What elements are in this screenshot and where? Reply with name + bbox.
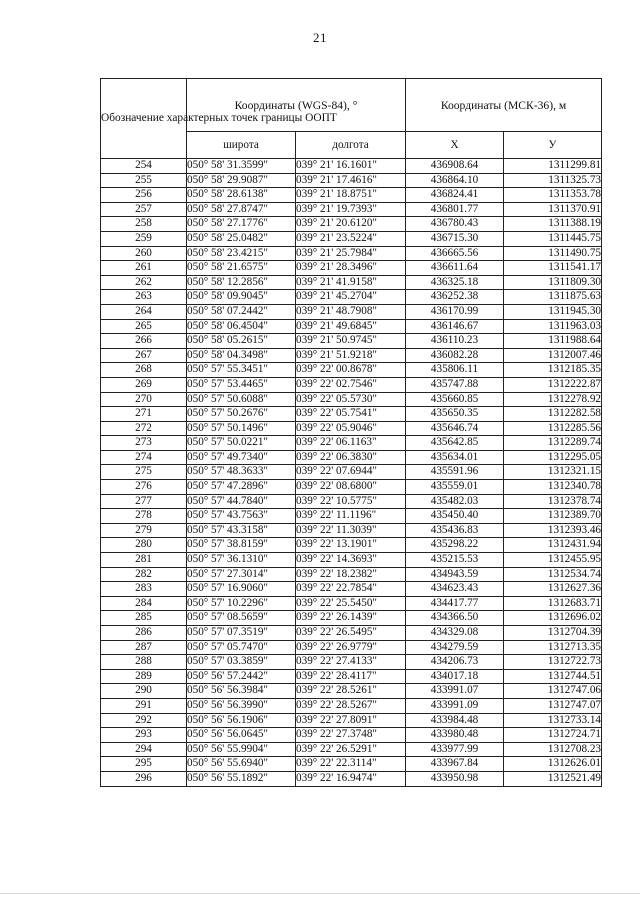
cell-x: 434943.59: [406, 567, 504, 582]
cell-latitude: 050° 57' 50.0221": [187, 436, 296, 451]
table-row: [101, 669, 602, 684]
cell-x: 433991.09: [406, 698, 504, 713]
cell-longitude: 039° 22' 08.6800": [296, 480, 406, 495]
cell-x: 434017.18: [406, 669, 504, 684]
cell-longitude: 039° 21' 16.1601": [296, 159, 406, 174]
cell-latitude: 050° 57' 43.3158": [187, 523, 296, 538]
cell-longitude: 039° 22' 00.8678": [296, 363, 406, 378]
cell-point-id: 288: [101, 655, 187, 670]
cell-y: 1312626.01: [504, 757, 602, 772]
cell-x: 435646.74: [406, 421, 504, 436]
cell-y: 1312289.74: [504, 436, 602, 451]
cell-point-id: 295: [101, 757, 187, 772]
cell-longitude: 039° 22' 16.9474": [296, 771, 406, 786]
cell-latitude: 050° 57' 08.5659": [187, 611, 296, 626]
table-row: [101, 304, 602, 319]
cell-point-id: 284: [101, 596, 187, 611]
table-row: [101, 290, 602, 305]
cell-longitude: 039° 22' 07.6944": [296, 465, 406, 480]
cell-x: 436801.77: [406, 202, 504, 217]
header-row-top: [101, 79, 602, 132]
cell-x: 433950.98: [406, 771, 504, 786]
cell-point-id: 285: [101, 611, 187, 626]
cell-y: 1311988.64: [504, 334, 602, 349]
cell-point-id: 264: [101, 304, 187, 319]
cell-y: 1312222.87: [504, 377, 602, 392]
cell-latitude: 050° 56' 56.0645": [187, 728, 296, 743]
cell-point-id: 286: [101, 626, 187, 641]
page-bottom-divider: [0, 893, 640, 894]
table-body: [101, 159, 602, 787]
cell-longitude: 039° 22' 10.5775": [296, 494, 406, 509]
table-row: [101, 742, 602, 757]
cell-y: 1312295.05: [504, 450, 602, 465]
cell-longitude: 039° 22' 26.9779": [296, 640, 406, 655]
cell-x: 436110.23: [406, 334, 504, 349]
table-row: [101, 246, 602, 261]
cell-y: 1312393.46: [504, 523, 602, 538]
cell-x: 433991.07: [406, 684, 504, 699]
table-row: [101, 757, 602, 772]
cell-point-id: 274: [101, 450, 187, 465]
cell-y: 1311299.81: [504, 159, 602, 174]
cell-point-id: 291: [101, 698, 187, 713]
cell-longitude: 039° 22' 28.4117": [296, 669, 406, 684]
table-row: [101, 231, 602, 246]
cell-longitude: 039° 22' 22.3114": [296, 757, 406, 772]
cell-y: 1312534.74: [504, 567, 602, 582]
cell-longitude: 039° 22' 02.7546": [296, 377, 406, 392]
cell-longitude: 039° 21' 48.7908": [296, 304, 406, 319]
cell-point-id: 280: [101, 538, 187, 553]
cell-point-id: 271: [101, 407, 187, 422]
cell-longitude: 039° 21' 41.9158": [296, 275, 406, 290]
cell-point-id: 265: [101, 319, 187, 334]
table-row: [101, 392, 602, 407]
cell-x: 436325.18: [406, 275, 504, 290]
table-row: [101, 217, 602, 232]
cell-latitude: 050° 58' 29.9087": [187, 173, 296, 188]
cell-latitude: 050° 56' 57.2442": [187, 669, 296, 684]
cell-point-id: 294: [101, 742, 187, 757]
cell-latitude: 050° 56' 56.3990": [187, 698, 296, 713]
cell-y: 1312185.35: [504, 363, 602, 378]
cell-longitude: 039° 22' 18.2382": [296, 567, 406, 582]
cell-y: 1311809.30: [504, 275, 602, 290]
cell-longitude: 039° 22' 28.5261": [296, 684, 406, 699]
cell-longitude: 039° 22' 26.1439": [296, 611, 406, 626]
cell-x: 436252.38: [406, 290, 504, 305]
cell-y: 1312747.07: [504, 698, 602, 713]
cell-latitude: 050° 57' 43.7563": [187, 509, 296, 524]
cell-longitude: 039° 22' 27.4133": [296, 655, 406, 670]
cell-y: 1311541.17: [504, 261, 602, 276]
cell-longitude: 039° 22' 05.5730": [296, 392, 406, 407]
cell-point-id: 281: [101, 553, 187, 568]
cell-y: 1312627.36: [504, 582, 602, 597]
table-row: [101, 436, 602, 451]
cell-latitude: 050° 58' 23.4215": [187, 246, 296, 261]
cell-longitude: 039° 21' 17.4616": [296, 173, 406, 188]
header-wgs84: Координаты (WGS-84), °: [187, 79, 406, 132]
cell-y: 1312378.74: [504, 494, 602, 509]
cell-latitude: 050° 57' 48.3633": [187, 465, 296, 480]
cell-x: 435591.96: [406, 465, 504, 480]
cell-latitude: 050° 57' 50.6088": [187, 392, 296, 407]
table-row: [101, 596, 602, 611]
cell-latitude: 050° 58' 07.2442": [187, 304, 296, 319]
cell-x: 435450.40: [406, 509, 504, 524]
cell-latitude: 050° 56' 55.9904": [187, 742, 296, 757]
cell-latitude: 050° 58' 05.2615": [187, 334, 296, 349]
cell-point-id: 278: [101, 509, 187, 524]
cell-x: 436082.28: [406, 348, 504, 363]
cell-longitude: 039° 22' 06.1163": [296, 436, 406, 451]
table-row: [101, 771, 602, 786]
cell-latitude: 050° 57' 36.1310": [187, 553, 296, 568]
cell-longitude: 039° 22' 06.3830": [296, 450, 406, 465]
cell-longitude: 039° 22' 14.3693": [296, 553, 406, 568]
page-number: 21: [313, 30, 327, 45]
cell-x: 434206.73: [406, 655, 504, 670]
cell-x: 435559.01: [406, 480, 504, 495]
header-y: У: [504, 132, 602, 159]
cell-latitude: 050° 57' 47.2896": [187, 480, 296, 495]
cell-latitude: 050° 57' 50.1496": [187, 421, 296, 436]
cell-latitude: 050° 56' 55.1892": [187, 771, 296, 786]
cell-longitude: 039° 21' 50.9745": [296, 334, 406, 349]
table-row: [101, 494, 602, 509]
cell-point-id: 256: [101, 188, 187, 203]
table-row: [101, 713, 602, 728]
header-x: X: [406, 132, 504, 159]
cell-point-id: 277: [101, 494, 187, 509]
cell-latitude: 050° 57' 50.2676": [187, 407, 296, 422]
table-row: [101, 363, 602, 378]
table-row: [101, 377, 602, 392]
table-row: [101, 202, 602, 217]
cell-latitude: 050° 58' 25.0482": [187, 231, 296, 246]
cell-x: 436146.67: [406, 319, 504, 334]
cell-y: 1312282.58: [504, 407, 602, 422]
cell-point-id: 261: [101, 261, 187, 276]
cell-y: 1311945.30: [504, 304, 602, 319]
cell-point-id: 272: [101, 421, 187, 436]
cell-point-id: 287: [101, 640, 187, 655]
cell-latitude: 050° 57' 07.3519": [187, 626, 296, 641]
cell-y: 1311490.75: [504, 246, 602, 261]
table-row: [101, 450, 602, 465]
cell-latitude: 050° 57' 03.3859": [187, 655, 296, 670]
table-row: [101, 509, 602, 524]
cell-x: 435215.53: [406, 553, 504, 568]
cell-point-id: 255: [101, 173, 187, 188]
cell-y: 1312340.78: [504, 480, 602, 495]
cell-y: 1312724.71: [504, 728, 602, 743]
cell-x: 433967.84: [406, 757, 504, 772]
cell-longitude: 039° 22' 25.5450": [296, 596, 406, 611]
cell-x: 434329.08: [406, 626, 504, 641]
cell-y: 1312278.92: [504, 392, 602, 407]
cell-longitude: 039° 22' 28.5267": [296, 698, 406, 713]
cell-point-id: 293: [101, 728, 187, 743]
cell-y: 1312747.06: [504, 684, 602, 699]
table-row: [101, 334, 602, 349]
cell-y: 1312683.71: [504, 596, 602, 611]
cell-latitude: 050° 57' 27.3014": [187, 567, 296, 582]
cell-latitude: 050° 58' 21.6575": [187, 261, 296, 276]
cell-y: 1311370.91: [504, 202, 602, 217]
table-row: [101, 188, 602, 203]
cell-point-id: 292: [101, 713, 187, 728]
cell-longitude: 039° 22' 27.3748": [296, 728, 406, 743]
cell-y: 1312713.35: [504, 640, 602, 655]
cell-x: 435642.85: [406, 436, 504, 451]
cell-x: 436864.10: [406, 173, 504, 188]
cell-point-id: 289: [101, 669, 187, 684]
cell-x: 436780.43: [406, 217, 504, 232]
cell-x: 434417.77: [406, 596, 504, 611]
cell-x: 434279.59: [406, 640, 504, 655]
cell-longitude: 039° 22' 13.1901": [296, 538, 406, 553]
table-row: [101, 553, 602, 568]
cell-x: 435660.85: [406, 392, 504, 407]
cell-longitude: 039° 22' 05.7541": [296, 407, 406, 422]
cell-longitude: 039° 21' 51.9218": [296, 348, 406, 363]
table-row: [101, 407, 602, 422]
cell-latitude: 050° 58' 04.3498": [187, 348, 296, 363]
cell-x: 434366.50: [406, 611, 504, 626]
cell-latitude: 050° 58' 06.4504": [187, 319, 296, 334]
cell-longitude: 039° 22' 27.8091": [296, 713, 406, 728]
cell-x: 435747.88: [406, 377, 504, 392]
cell-latitude: 050° 58' 27.1776": [187, 217, 296, 232]
table-row: [101, 611, 602, 626]
cell-point-id: 254: [101, 159, 187, 174]
cell-longitude: 039° 22' 26.5291": [296, 742, 406, 757]
cell-y: 1312521.49: [504, 771, 602, 786]
header-msk36: Координаты (МСК-36), м: [406, 79, 602, 132]
cell-y: 1312285.56: [504, 421, 602, 436]
cell-point-id: 262: [101, 275, 187, 290]
cell-x: 436665.56: [406, 246, 504, 261]
cell-x: 433984.48: [406, 713, 504, 728]
cell-point-id: 258: [101, 217, 187, 232]
cell-point-id: 275: [101, 465, 187, 480]
cell-x: 435634.01: [406, 450, 504, 465]
cell-latitude: 050° 57' 55.3451": [187, 363, 296, 378]
cell-latitude: 050° 56' 56.3984": [187, 684, 296, 699]
cell-point-id: 270: [101, 392, 187, 407]
cell-longitude: 039° 22' 05.9046": [296, 421, 406, 436]
cell-y: 1311875.63: [504, 290, 602, 305]
cell-point-id: 266: [101, 334, 187, 349]
cell-y: 1312744.51: [504, 669, 602, 684]
cell-latitude: 050° 57' 49.7340": [187, 450, 296, 465]
cell-longitude: 039° 22' 22.7854": [296, 582, 406, 597]
cell-x: 435298.22: [406, 538, 504, 553]
cell-longitude: 039° 21' 19.7393": [296, 202, 406, 217]
table-row: [101, 567, 602, 582]
table-row: [101, 261, 602, 276]
cell-x: 436715.30: [406, 231, 504, 246]
cell-point-id: 260: [101, 246, 187, 261]
cell-latitude: 050° 57' 10.2296": [187, 596, 296, 611]
table-row: [101, 348, 602, 363]
table-header: [101, 79, 602, 159]
cell-latitude: 050° 58' 09.9045": [187, 290, 296, 305]
cell-latitude: 050° 56' 55.6940": [187, 757, 296, 772]
cell-point-id: 296: [101, 771, 187, 786]
table-row: [101, 173, 602, 188]
cell-x: 434623.43: [406, 582, 504, 597]
cell-point-id: 267: [101, 348, 187, 363]
header-longitude: долгота: [296, 132, 406, 159]
cell-longitude: 039° 22' 26.5495": [296, 626, 406, 641]
cell-longitude: 039° 21' 23.5224": [296, 231, 406, 246]
header-latitude: широта: [187, 132, 296, 159]
cell-latitude: 050° 58' 12.2856": [187, 275, 296, 290]
cell-x: 433977.99: [406, 742, 504, 757]
cell-point-id: 263: [101, 290, 187, 305]
cell-point-id: 276: [101, 480, 187, 495]
cell-longitude: 039° 21' 49.6845": [296, 319, 406, 334]
cell-longitude: 039° 21' 28.3496": [296, 261, 406, 276]
cell-y: 1312722.73: [504, 655, 602, 670]
coordinates-table: [100, 78, 602, 787]
cell-y: 1311445.75: [504, 231, 602, 246]
table-row: [101, 698, 602, 713]
table-row: [101, 684, 602, 699]
table-row: [101, 582, 602, 597]
cell-point-id: 283: [101, 582, 187, 597]
cell-y: 1312321.15: [504, 465, 602, 480]
cell-y: 1311325.73: [504, 173, 602, 188]
table-row: [101, 421, 602, 436]
cell-x: 435806.11: [406, 363, 504, 378]
cell-latitude: 050° 58' 28.6138": [187, 188, 296, 203]
header-point-id: Обозначение характерных точек границы ООПТ: [101, 79, 187, 159]
table-row: [101, 640, 602, 655]
cell-x: 436824.41: [406, 188, 504, 203]
cell-latitude: 050° 58' 27.8747": [187, 202, 296, 217]
cell-y: 1311353.78: [504, 188, 602, 203]
cell-longitude: 039° 22' 11.1196": [296, 509, 406, 524]
cell-y: 1312704.39: [504, 626, 602, 641]
cell-point-id: 273: [101, 436, 187, 451]
cell-point-id: 259: [101, 231, 187, 246]
cell-latitude: 050° 57' 53.4465": [187, 377, 296, 392]
cell-x: 435650.35: [406, 407, 504, 422]
table-row: [101, 319, 602, 334]
cell-latitude: 050° 57' 16.9060": [187, 582, 296, 597]
cell-y: 1312696.02: [504, 611, 602, 626]
table-row: [101, 538, 602, 553]
cell-longitude: 039° 21' 45.2704": [296, 290, 406, 305]
cell-longitude: 039° 21' 20.6120": [296, 217, 406, 232]
table-row: [101, 465, 602, 480]
cell-y: 1312389.70: [504, 509, 602, 524]
cell-longitude: 039° 22' 11.3039": [296, 523, 406, 538]
table-row: [101, 523, 602, 538]
cell-x: 435436.83: [406, 523, 504, 538]
cell-x: 433980.48: [406, 728, 504, 743]
table-row: [101, 275, 602, 290]
cell-x: 436170.99: [406, 304, 504, 319]
cell-point-id: 257: [101, 202, 187, 217]
cell-longitude: 039° 21' 25.7984": [296, 246, 406, 261]
cell-latitude: 050° 58' 31.3599": [187, 159, 296, 174]
cell-x: 436611.64: [406, 261, 504, 276]
cell-point-id: 269: [101, 377, 187, 392]
table-row: [101, 655, 602, 670]
cell-y: 1312007.46: [504, 348, 602, 363]
cell-y: 1311963.03: [504, 319, 602, 334]
cell-point-id: 279: [101, 523, 187, 538]
cell-x: 435482.03: [406, 494, 504, 509]
table-row: [101, 626, 602, 641]
cell-point-id: 268: [101, 363, 187, 378]
cell-latitude: 050° 57' 38.8159": [187, 538, 296, 553]
table-row: [101, 159, 602, 174]
cell-latitude: 050° 57' 05.7470": [187, 640, 296, 655]
cell-point-id: 282: [101, 567, 187, 582]
cell-latitude: 050° 57' 44.7840": [187, 494, 296, 509]
cell-point-id: 290: [101, 684, 187, 699]
table-row: [101, 728, 602, 743]
cell-longitude: 039° 21' 18.8751": [296, 188, 406, 203]
cell-x: 436908.64: [406, 159, 504, 174]
cell-y: 1312733.14: [504, 713, 602, 728]
cell-latitude: 050° 56' 56.1906": [187, 713, 296, 728]
cell-y: 1312455.95: [504, 553, 602, 568]
table-row: [101, 480, 602, 495]
cell-y: 1311388.19: [504, 217, 602, 232]
cell-y: 1312708.23: [504, 742, 602, 757]
cell-y: 1312431.94: [504, 538, 602, 553]
